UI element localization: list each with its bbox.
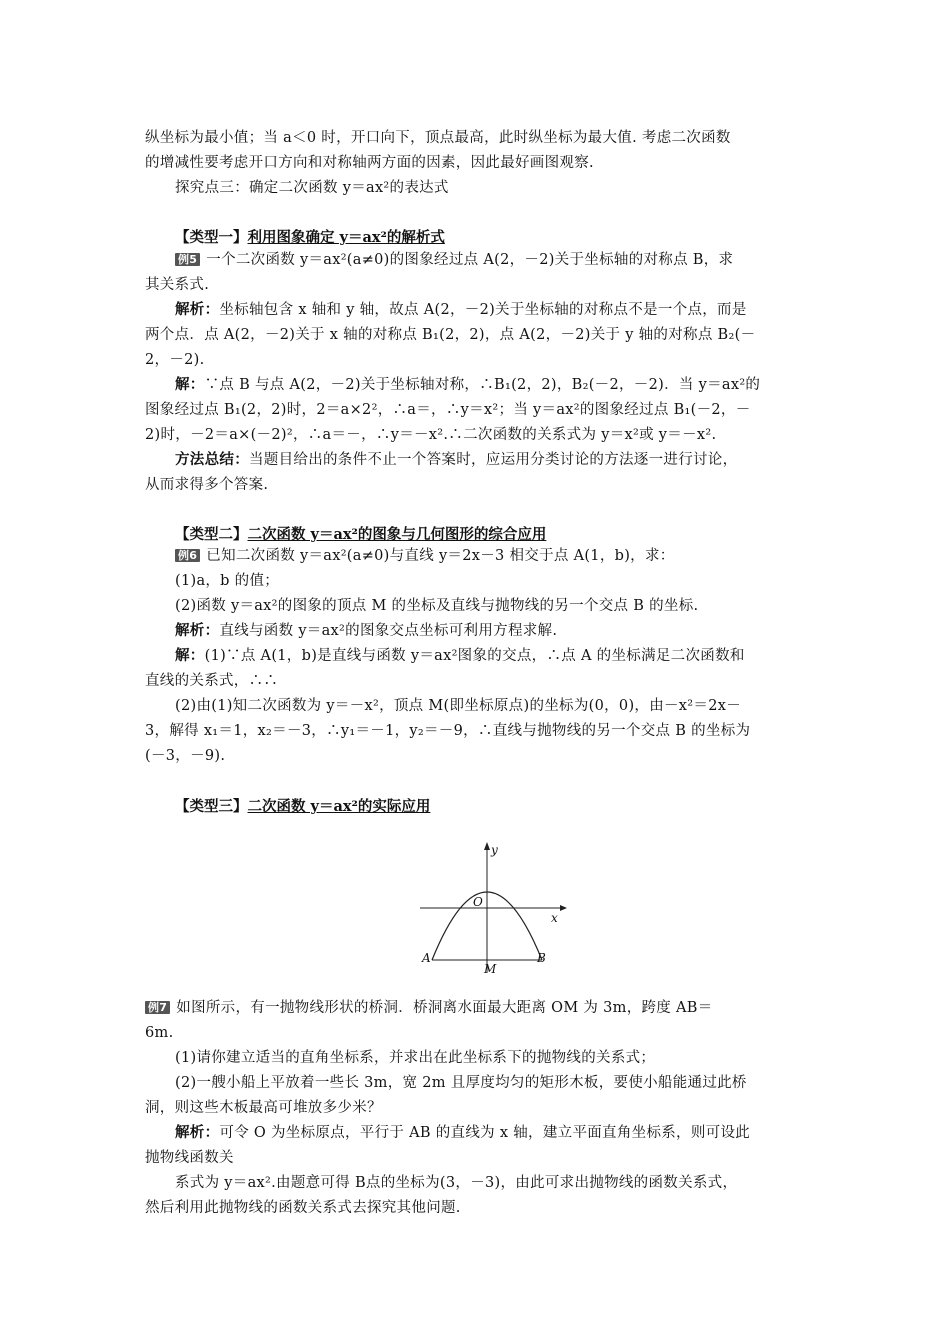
type3-heading-prefix: 【类型三】 bbox=[175, 798, 248, 815]
type1-heading bbox=[175, 228, 445, 248]
paragraph-line: 纵坐标为最小值；当 a＜0 时，开口向下，顶点最高，此时纵坐标为最大值. 考虑二次函数 bbox=[145, 130, 731, 146]
paragraph-line: 抛物线函数关 bbox=[145, 1150, 234, 1166]
paragraph-line: 洞，则这些木板最高可堆放多少米？ bbox=[145, 1100, 382, 1116]
summary-label: 方法总结： bbox=[175, 451, 249, 468]
point-a-label: A bbox=[422, 951, 431, 965]
summary-line: 方法总结：当题目给出的条件不止一个答案时，应运用分类讨论的方法逐一进行讨论， bbox=[175, 451, 738, 468]
analysis-label: 解析： bbox=[175, 1124, 220, 1141]
paragraph-line: 直线的关系式，∴∴ bbox=[145, 673, 279, 689]
example7-line: 例7 如图所示，有一抛物线形状的桥洞．桥洞离水面最大距离 OM 为 3m，跨度 AB＝ bbox=[145, 998, 815, 1018]
point-m-label: M bbox=[484, 962, 497, 975]
paragraph-line: 2，－2). bbox=[145, 352, 205, 368]
paragraph-line: (2)函数 y＝ax²的图象的顶点 M 的坐标及直线与抛物线的另一个交点 B 的坐标. bbox=[175, 598, 699, 614]
y-axis-arrow bbox=[484, 842, 490, 850]
paragraph-line: 的增减性要考虑开口方向和对称轴两方面的因素，因此最好画图观察. bbox=[145, 155, 594, 171]
point-b-label: B bbox=[537, 951, 546, 965]
example-badge: 例7 bbox=[145, 1001, 170, 1014]
paragraph-line: 从而求得多个答案. bbox=[145, 477, 269, 493]
solution-label: 解： bbox=[175, 647, 205, 664]
type3-heading bbox=[175, 797, 430, 817]
analysis-line: 解析：坐标轴包含 x 轴和 y 轴，故点 A(2，－2)关于坐标轴的对称点不是一个点，而是 bbox=[175, 301, 747, 318]
solution-line: 解：(1)∵点 A(1，b)是直线与函数 y＝ax²图象的交点，∴点 A 的坐标满足二次函数和 bbox=[175, 647, 745, 664]
paragraph-line: 6m. bbox=[145, 1025, 174, 1041]
type2-heading-title: 二次函数 y＝ax²的图象与几何图形的综合应用 bbox=[247, 526, 547, 543]
section-title: 探究点三：确定二次函数 y＝ax²的表达式 bbox=[175, 180, 449, 196]
example-badge: 例6 bbox=[175, 549, 200, 562]
y-label: y bbox=[491, 843, 498, 857]
paragraph-line: (2)由(1)知二次函数为 y＝－x²，顶点 M(即坐标原点)的坐标为(0，0)，由－x²＝2x－ bbox=[175, 698, 741, 714]
type2-heading-prefix: 【类型二】 bbox=[175, 526, 248, 543]
type2-heading bbox=[175, 525, 546, 545]
analysis-label: 解析： bbox=[175, 301, 220, 318]
example-badge: 例5 bbox=[175, 253, 200, 266]
x-label: x bbox=[551, 911, 558, 925]
paragraph-line: (2)一艘小船上平放着一些长 3m，宽 2m 且厚度均匀的矩形木板，要使小船能通过此桥 bbox=[175, 1075, 747, 1091]
example6-line: 例6 已知二次函数 y＝ax²(a≠0)与直线 y＝2x－3 相交于点 A(1，b)，求： bbox=[175, 546, 845, 566]
paragraph-line: (1)请你建立适当的直角坐标系，并求出在此坐标系下的抛物线的关系式； bbox=[175, 1050, 656, 1066]
solution-line: 解：∵点 B 与点 A(2，－2)关于坐标轴对称，∴B₁(2，2)，B₂(－2，－2)．当 y＝ax²的 bbox=[175, 376, 761, 393]
origin-label: O bbox=[473, 895, 483, 909]
paragraph-line: 其关系式. bbox=[145, 277, 210, 293]
type1-heading-prefix: 【类型一】 bbox=[175, 229, 248, 246]
analysis-label: 解析： bbox=[175, 622, 220, 639]
paragraph-line: (1)a，b 的值； bbox=[175, 573, 280, 589]
paragraph-line: 3，解得 x₁＝1，x₂＝－3，∴y₁＝－1，y₂＝－9，∴直线与抛物线的另一个交点 B 的坐标为 bbox=[145, 723, 751, 739]
paragraph-line: 两个点．点 A(2，－2)关于 x 轴的对称点 B₁(2，2)，点 A(2，－2)关于 y 轴的对称点 B₂(－ bbox=[145, 327, 756, 343]
solution-label: 解： bbox=[175, 376, 205, 393]
example5-line: 例5 一个二次函数 y＝ax²(a≠0)的图象经过点 A(2，－2)关于坐标轴的对称点 B，求 bbox=[175, 250, 845, 270]
paragraph-line: (－3，－9). bbox=[145, 748, 226, 764]
bridge-arch-figure bbox=[415, 840, 575, 975]
x-axis-arrow bbox=[560, 905, 567, 911]
paragraph-line: 然后利用此抛物线的函数关系式去探究其他问题. bbox=[145, 1200, 461, 1216]
paragraph-line: 2)时，－2＝a×(－2)²，∴a＝－，∴y＝－x².∴二次函数的关系式为 y＝x²或 y＝－x². bbox=[145, 427, 717, 443]
paragraph-line: 系式为 y＝ax².由题意可得 B点的坐标为(3，－3)，由此可求出抛物线的函数关系式， bbox=[175, 1175, 738, 1191]
analysis-line: 解析：直线与函数 y＝ax²的图象交点坐标可利用方程求解. bbox=[175, 622, 558, 639]
analysis-line: 解析：可令 O 为坐标原点，平行于 AB 的直线为 x 轴，建立平面直角坐标系，则可设此 bbox=[175, 1124, 751, 1141]
type1-heading-title: 利用图象确定 y＝ax²的解析式 bbox=[247, 229, 445, 246]
type3-heading-title: 二次函数 y＝ax²的实际应用 bbox=[247, 798, 431, 815]
paragraph-line: 图象经过点 B₁(2，2)时，2＝a×2²，∴a＝，∴y＝x²；当 y＝ax²的图象经过点 B₁(－2，－ bbox=[145, 402, 751, 418]
